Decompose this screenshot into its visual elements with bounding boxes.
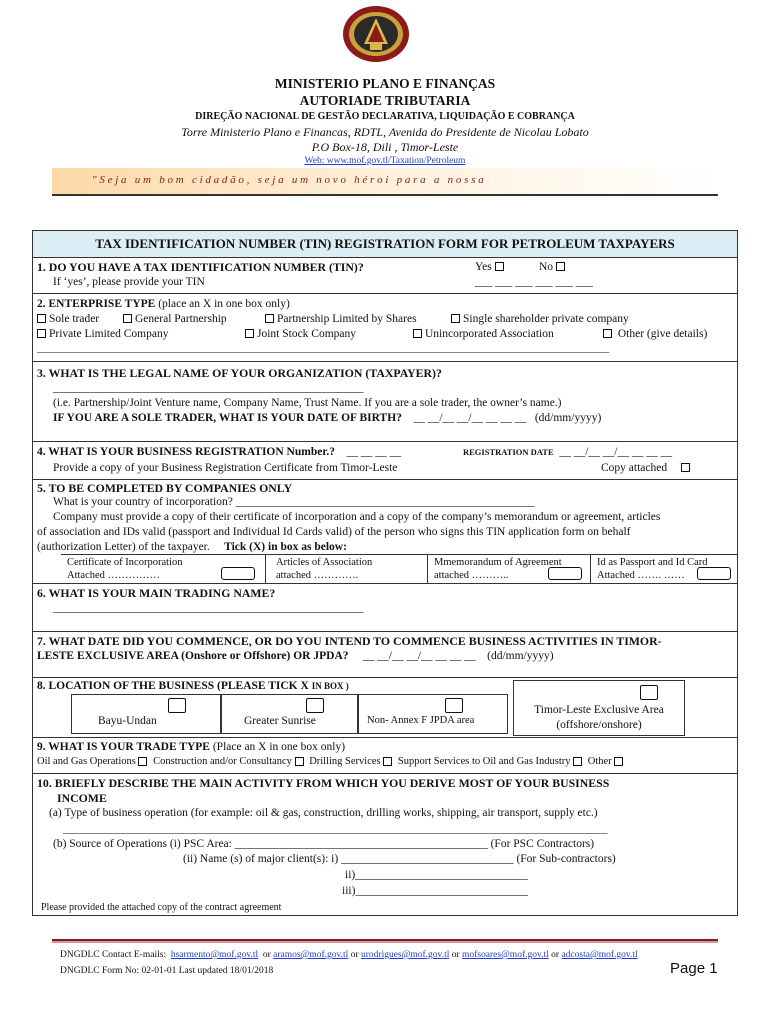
s2-checkbox[interactable] xyxy=(413,329,422,338)
s7-question-2: LESTE EXCLUSIVE AREA (Onshore or Offshore) OR JPDA? xyxy=(37,650,349,662)
s6-trading-name-line[interactable]: ______________________________________________________ xyxy=(53,602,364,614)
s9-question-note: (Place an X in one box only) xyxy=(212,741,346,753)
s2-opt-partnership-limited[interactable] xyxy=(265,312,417,326)
s2-opt-private-limited[interactable] xyxy=(37,327,168,341)
s2-checkbox[interactable] xyxy=(603,329,612,338)
s8-checkbox[interactable] xyxy=(445,698,463,713)
s9-checkbox[interactable] xyxy=(614,757,623,766)
s2-option-label: Partnership Limited by Shares xyxy=(277,313,417,325)
s5-id-checkbox[interactable] xyxy=(697,567,731,580)
s2-checkbox[interactable] xyxy=(265,314,274,323)
s9-option-label: Drilling Services xyxy=(309,756,381,767)
s8-option-label: Bayu-Undan xyxy=(98,715,157,727)
s2-option-label: Other (give details) xyxy=(617,328,708,340)
s8-exclusive-line-2: (offshore/onshore) xyxy=(556,719,642,731)
s2-option-label: Sole trader xyxy=(49,313,100,325)
ministry-title: MINISTERIO PLANO E FINANÇAS xyxy=(274,76,496,91)
s5-question: 5. TO BE COMPLETED BY COMPANIES ONLY xyxy=(37,481,293,495)
section-4 xyxy=(32,442,738,480)
section-1 xyxy=(32,258,738,294)
footer-email-4[interactable]: mofsoares@mof.gov.tl xyxy=(462,950,549,960)
s9-option-label: Support Services to Oil and Gas Industry xyxy=(397,756,571,767)
s2-opt-sole-trader[interactable] xyxy=(37,312,99,326)
s5-cell-line1: Mmemorandum of Agreement xyxy=(434,557,562,568)
s7-question-1: 7. WHAT DATE DID YOU COMMENCE, OR DO YOU INTEND TO COMMENCE BUSINESS ACTIVITIES IN TIMOR- xyxy=(37,634,662,648)
s3-note: (i.e. Partnership/Joint Venture name, Company Name, Trust Name. If you are a sole trader, the owner’s name.) xyxy=(53,397,562,409)
s5-para-3: (authorization Letter) of the taxpayer. xyxy=(37,541,210,553)
s8-option-label: Non- Annex F JPDA area xyxy=(367,715,475,726)
s5-certificate-checkbox[interactable] xyxy=(221,567,255,580)
s2-option-label: Single shareholder private company xyxy=(463,313,629,325)
s4-reg-date-label: REGISTRATION DATE xyxy=(463,447,554,457)
s1-no-checkbox[interactable] xyxy=(556,262,565,271)
s3-dob-row xyxy=(53,411,601,425)
footer-email-2[interactable]: aramos@mof.gov.tl xyxy=(273,950,349,960)
web-link[interactable]: Web: www.mof.gov.tl/Taxation/Petroleum xyxy=(304,156,466,166)
s8-opt-greater-sunrise[interactable] xyxy=(221,694,358,734)
s10-part-b-client-2[interactable]: ii)______________________________ xyxy=(345,869,528,881)
s4-copy-attached[interactable] xyxy=(601,461,693,475)
s1-tin-field[interactable]: ___ ___ ___ ___ ___ ___ xyxy=(475,276,593,288)
s2-question xyxy=(37,297,290,311)
section-8 xyxy=(32,678,738,738)
s8-question-row xyxy=(37,679,349,693)
s2-checkbox[interactable] xyxy=(37,314,46,323)
s9-option-label: Other xyxy=(587,756,612,767)
s9-checkbox[interactable] xyxy=(138,757,147,766)
s2-opt-joint-stock[interactable] xyxy=(245,327,356,341)
footer-email-5[interactable]: adcosta@mof.gov.tl xyxy=(561,950,638,960)
footer-rule xyxy=(52,939,718,941)
s1-no-label: No xyxy=(539,261,554,273)
s2-option-label: General Partnership xyxy=(135,313,227,325)
s1-question: 1. DO YOU HAVE A TAX IDENTIFICATION NUMBER (TIN)? xyxy=(37,260,364,274)
s2-checkbox[interactable] xyxy=(451,314,460,323)
s8-exclusive-line-1: Timor-Leste Exclusive Area xyxy=(534,704,664,716)
s1-sub: If ‘yes’, please provide your TIN xyxy=(53,276,205,288)
s9-opt-support[interactable] xyxy=(398,756,585,767)
s9-checkbox[interactable] xyxy=(573,757,582,766)
s10-note: Please provided the attached copy of the contract agreement xyxy=(41,902,282,913)
s6-question: 6. WHAT IS YOUR MAIN TRADING NAME? xyxy=(37,586,276,600)
s9-checkbox[interactable] xyxy=(383,757,392,766)
footer-or: or xyxy=(451,950,460,960)
s10-question-1: 10. BRIEFLY DESCRIBE THE MAIN ACTIVITY FROM WHICH YOU DERIVE MOST OF YOUR BUSINESS xyxy=(37,776,610,790)
direction-title: DIREÇÃO NACIONAL DE GESTÃO DECLARATIVA, LIQUIDAÇÃO E COBRANÇA xyxy=(195,111,575,122)
s5-cell-memorandum xyxy=(428,555,591,584)
s4-copy-checkbox[interactable] xyxy=(681,463,690,472)
address-line-1: Torre Ministerio Plano e Financas, RDTL, Avenida do Presidente de Nicolau Lobato xyxy=(181,125,589,139)
footer-or: or xyxy=(350,950,359,960)
s1-no-option[interactable] xyxy=(539,260,568,274)
s10-part-b-clients[interactable]: (ii) Name (s) of major client(s): i) ______________________________ (For Sub-contractors) xyxy=(183,853,616,865)
footer-or: or xyxy=(551,950,560,960)
footer-or: or xyxy=(262,950,271,960)
s9-question: 9. WHAT IS YOUR TRADE TYPE xyxy=(37,741,210,753)
s5-cell-line2: attached …………. xyxy=(276,570,359,581)
s5-cell-articles xyxy=(266,555,428,584)
s5-memorandum-checkbox[interactable] xyxy=(548,567,582,580)
section-2 xyxy=(32,294,738,362)
s5-cell-line1: Id as Passport and Id Card xyxy=(597,557,708,568)
s2-details-line[interactable]: _____________________________________________________________________________________________________________ xyxy=(37,343,610,354)
section-7 xyxy=(32,632,738,678)
s8-checkbox[interactable] xyxy=(168,698,186,713)
s9-opt-other[interactable] xyxy=(588,756,627,767)
s8-question: 8. LOCATION OF THE BUSINESS (PLEASE TICK X xyxy=(37,680,309,692)
s5-country[interactable]: What is your country of incorporation? ____________________________________________________ xyxy=(53,496,535,508)
s2-option-label: Private Limited Company xyxy=(49,328,169,340)
s8-option-label: Greater Sunrise xyxy=(244,715,316,727)
s2-opt-other[interactable] xyxy=(603,327,707,341)
s7-date-format: (dd/mm/yyyy) xyxy=(487,650,554,662)
section-9 xyxy=(32,738,738,774)
s8-checkbox[interactable] xyxy=(640,685,658,700)
s2-option-label: Unincorporated Association xyxy=(425,328,554,340)
motto-banner xyxy=(52,168,718,196)
s9-opt-construction[interactable] xyxy=(153,756,306,767)
s4-number-field[interactable]: __ __ __ __ xyxy=(346,446,402,458)
footer-email-1[interactable]: hsarmento@mof.gov.tl xyxy=(170,950,259,960)
s9-option-label: Construction and/or Consultancy xyxy=(153,756,292,767)
s1-yes-label: Yes xyxy=(475,261,492,273)
s3-name-line[interactable]: ______________________________________________________ xyxy=(53,382,364,394)
s5-tick-instruction: Tick (X) in box as below xyxy=(224,541,344,553)
s10-part-b[interactable]: (b) Source of Operations (i) PSC Area: ____________________________________________ (For PSC Contractors) xyxy=(53,838,595,850)
s4-question: 4. WHAT IS YOUR BUSINESS REGISTRATION Number.? xyxy=(37,446,336,458)
s8-opt-non-annex[interactable] xyxy=(358,694,508,734)
s4-copy-label: Copy attached xyxy=(601,462,668,474)
s2-checkbox[interactable] xyxy=(37,329,46,338)
s2-checkbox[interactable] xyxy=(123,314,132,323)
s10-part-b-client-3[interactable]: iii)______________________________ xyxy=(342,885,528,897)
s5-para-2: of association and IDs valid (passport and Individual Id Cards valid) of the person who signs this TIN application form on behalf xyxy=(37,526,631,538)
s4-reg-date-field[interactable]: __ __/__ __/__ __ __ __ xyxy=(559,446,673,458)
footer-page-number: Page 1 xyxy=(670,960,718,977)
section-10 xyxy=(32,774,738,916)
s2-opt-unincorporated[interactable] xyxy=(413,327,554,341)
s2-option-label: Joint Stock Company xyxy=(257,328,357,340)
s2-checkbox[interactable] xyxy=(245,329,254,338)
s8-checkbox[interactable] xyxy=(306,698,324,713)
s1-yes-checkbox[interactable] xyxy=(495,262,504,271)
ministry-emblem-logo xyxy=(340,4,412,64)
footer-contacts-label: DNGDLC Contact E-mails: xyxy=(60,950,167,960)
s1-yes-option[interactable] xyxy=(475,260,507,274)
s3-dob-field[interactable]: __ __/__ __/__ __ __ __ xyxy=(413,412,527,424)
s3-dob-question: IF YOU ARE A SOLE TRADER, WHAT IS YOUR DATE OF BIRTH? xyxy=(53,412,402,424)
s5-cell-line1: Certificate of Incorporation xyxy=(67,557,183,568)
s9-opt-oil-gas[interactable] xyxy=(37,756,150,767)
s8-opt-exclusive-area[interactable] xyxy=(513,680,685,736)
s5-tick-colon: : xyxy=(343,541,347,553)
s10-part-a: (a) Type of business operation (for example: oil & gas, construction, drilling works, shipping, air transport, supply etc.) xyxy=(49,807,598,819)
s2-opt-general-partnership[interactable] xyxy=(123,312,227,326)
form-title: TAX IDENTIFICATION NUMBER (TIN) REGISTRATION FORM FOR PETROLEUM TAXPAYERS xyxy=(32,230,738,258)
s5-attachments-table xyxy=(61,554,737,583)
section-6 xyxy=(32,584,738,632)
s8-question-small: IN BOX ) xyxy=(311,681,349,691)
footer-contacts xyxy=(60,948,638,962)
footer-form-number: DNGDLC Form No: 02-01-01 Last updated 18/01/2018 xyxy=(60,966,274,976)
s4-sub: Provide a copy of your Business Registration Certificate from Timor-Leste xyxy=(53,462,398,474)
footer-email-3[interactable]: urodrigues@mof.gov.tl xyxy=(361,950,450,960)
s5-cell-line2: attached ……….. xyxy=(434,570,509,581)
s4-question-row xyxy=(37,445,401,459)
s9-options-row xyxy=(37,755,626,769)
s5-cell-id xyxy=(591,555,737,584)
s9-question-row xyxy=(37,740,345,754)
s9-checkbox[interactable] xyxy=(295,757,304,766)
s8-opt-bayu-undan[interactable] xyxy=(71,694,221,734)
section-3 xyxy=(32,362,738,442)
s5-cell-line2: Attached ……. …… xyxy=(597,570,685,581)
s7-question-row-2 xyxy=(37,649,554,663)
section-5 xyxy=(32,480,738,584)
s9-option-label: Oil and Gas Operations xyxy=(37,756,136,767)
s5-cell-line2: Attached …………… xyxy=(67,570,161,581)
s2-question-label: 2. ENTERPRISE TYPE xyxy=(37,298,156,310)
s5-para-1: Company must provide a copy of their certificate of incorporation and a copy of the company’s memorandum or agreement, articles xyxy=(53,511,661,523)
s3-dob-format: (dd/mm/yyyy) xyxy=(534,412,602,424)
s5-cell-certificate xyxy=(61,555,266,584)
s3-question: 3. WHAT IS THE LEGAL NAME OF YOUR ORGANIZATION (TAXPAYER)? xyxy=(37,366,442,380)
authority-title: AUTORIADE TRIBUTARIA xyxy=(299,93,471,108)
s5-para-3-row xyxy=(37,540,347,554)
s2-question-note: (place an X in one box only) xyxy=(158,298,290,310)
s2-opt-single-shareholder[interactable] xyxy=(451,312,629,326)
s9-opt-drilling[interactable] xyxy=(309,756,395,767)
s7-date-field[interactable]: __ __/__ __/__ __ __ __ xyxy=(362,650,476,662)
motto-text: " S e j a u m b o m c i d a d ã o , s e j a u m n o v o h é r o i p a r a a n o s s a xyxy=(92,174,484,186)
s4-reg-date-row xyxy=(463,445,672,459)
s10-question-2: INCOME xyxy=(57,791,107,805)
s10-part-a-line[interactable]: ___________________________________________________________________________________________________ xyxy=(63,823,608,835)
s5-cell-line1: Articles of Association xyxy=(276,557,373,568)
address-line-2: P.O Box-18, Dili , Timor-Leste xyxy=(311,140,459,154)
